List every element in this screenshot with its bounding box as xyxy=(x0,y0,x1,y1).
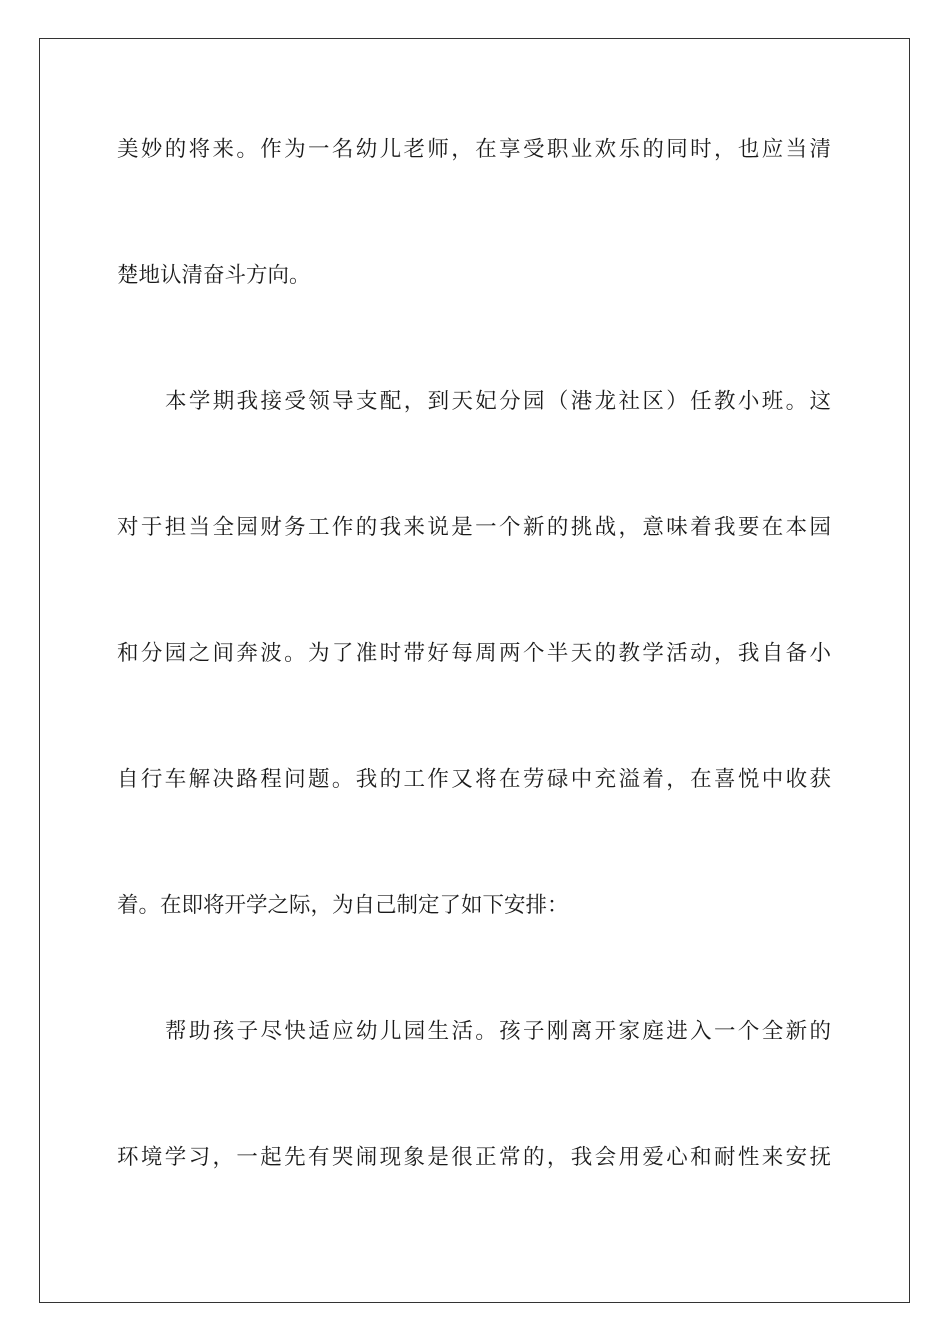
text-line-5: 和分园之间奔波。为了准时带好每周两个半天的教学活动，我自备小 xyxy=(117,641,831,666)
text-line-6: 自行车解决路程问题。我的工作又将在劳碌中充溢着，在喜悦中收获 xyxy=(117,767,831,792)
text-line-4: 对于担当全园财务工作的我来说是一个新的挑战，意味着我要在本园 xyxy=(117,515,831,540)
text-line-3: 本学期我接受领导支配，到天妃分园（港龙社区）任教小班。这 xyxy=(165,389,831,414)
text-line-1: 美妙的将来。作为一名幼儿老师，在享受职业欢乐的同时，也应当清 xyxy=(117,137,831,162)
text-line-2: 楚地认清奋斗方向。 xyxy=(117,263,311,288)
text-line-7: 着。在即将开学之际，为自己制定了如下安排： xyxy=(117,893,569,918)
text-line-9: 环境学习，一起先有哭闹现象是很正常的，我会用爱心和耐性来安抚 xyxy=(117,1145,831,1170)
text-line-8: 帮助孩子尽快适应幼儿园生活。孩子刚离开家庭进入一个全新的 xyxy=(165,1019,831,1044)
